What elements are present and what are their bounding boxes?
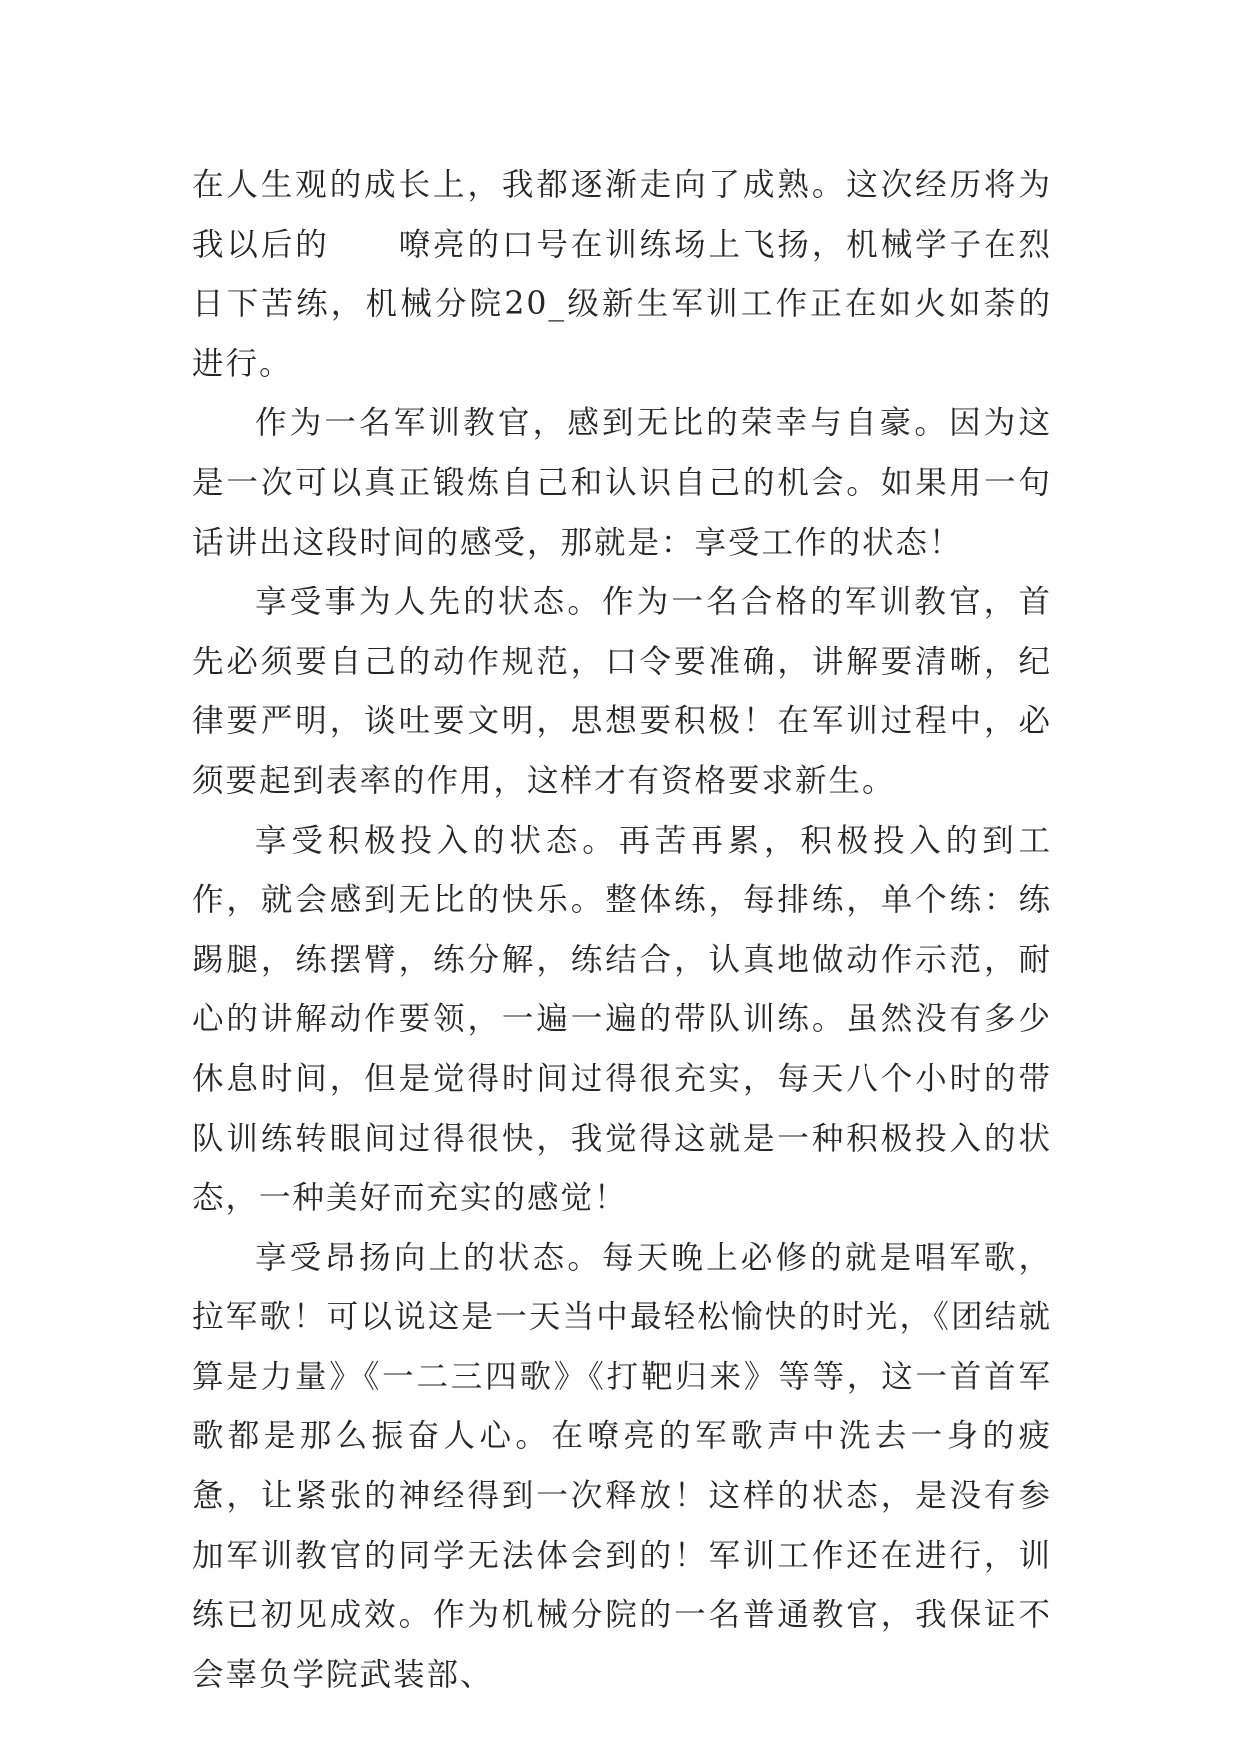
paragraph-1: 在人生观的成长上，我都逐渐走向了成熟。这次经历将为我以后的 嘹亮的口号在训练场上飞扬，机械学子在烈日下苦练，机械分院20_级新生军训工作正在如火如荼的进行。 [192,167,1052,382]
document-body [192,156,1052,1705]
paragraph-5: 享受昂扬向上的状态。每天晚上必修的就是唱军歌，拉军歌！可以说这是一天当中最轻松愉快的时光，《团结就算是力量》《一二三四歌》《打靶归来》等等，这一首首军歌都是那么振奋人心。在嘹亮的军歌声中洗去一身的疲惫，让紧张的神经得到一次释放！这样的状态，是没有参加军训教官的同学无法体会到的！军训工作还在进行，训练已初见成效。作为机械分院的一名普通教官，我保证不会辜负学院武装部、 [192,1239,1052,1693]
paragraph-3: 享受事为人先的状态。作为一名合格的军训教官，首先必须要自己的动作规范，口令要准确，讲解要清晰，纪律要严明，谈吐要文明，思想要积极！在军训过程中，必须要起到表率的作用，这样才有资格要求新生。 [192,584,1052,799]
paragraph-4: 享受积极投入的状态。再苦再累，积极投入的到工作，就会感到无比的快乐。整体练，每排练，单个练：练踢腿，练摆臂，练分解，练结合，认真地做动作示范，耐心的讲解动作要领，一遍一遍的带队训练。虽然没有多少休息时间，但是觉得时间过得很充实，每天八个小时的带队训练转眼间过得很快，我觉得这就是一种积极投入的状态，一种美好而充实的感觉！ [192,822,1052,1217]
paragraph-2: 作为一名军训教官，感到无比的荣幸与自豪。因为这是一次可以真正锻炼自己和认识自己的机会。如果用一句话讲出这段时间的感受，那就是：享受工作的状态！ [192,405,1052,561]
